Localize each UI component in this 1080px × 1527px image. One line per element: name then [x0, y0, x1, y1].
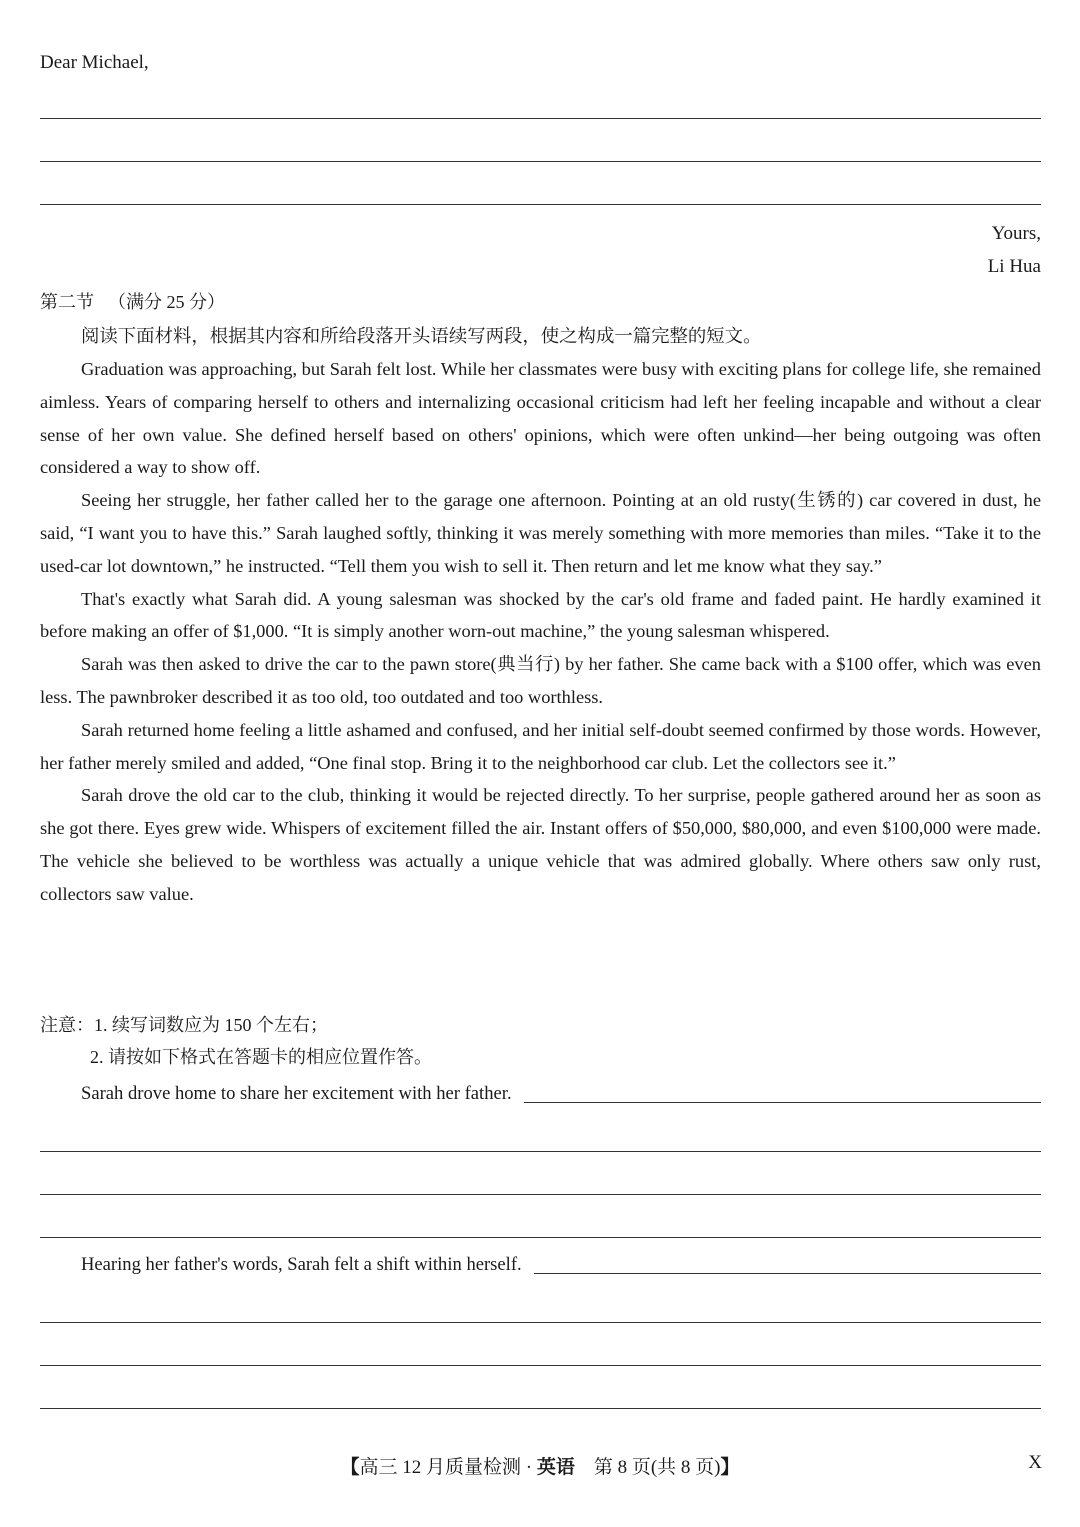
story-paragraph: That's exactly what Sarah did. A young salesman was shocked by the car's old frame and faded paint. He hardly examined it before making an offer of $1,000. “It is simply another worn-out machine,” the young salesman whispered. — [40, 588, 1041, 642]
answer-blank — [534, 1272, 1041, 1274]
footer-bracket-close: 】 — [720, 1457, 740, 1478]
writing-line — [40, 1365, 1041, 1366]
writing-line — [40, 1237, 1041, 1238]
footer-exam-name: 高三 12 月质量检测 · — [359, 1457, 537, 1478]
writing-line — [40, 118, 1041, 119]
letter-closing: Yours, — [991, 223, 1041, 244]
section-title: 第二节 — [40, 292, 94, 312]
section-instruction: 阅读下面材料，根据其内容和所给段落开头语续写两段，使之构成一篇完整的短文。 — [81, 326, 762, 346]
page-footer — [0, 1452, 1080, 1479]
section-score: （满分 25 分） — [108, 292, 225, 312]
story-passage — [40, 353, 1041, 911]
footer-page-info: 第 8 页(共 8 页) — [574, 1457, 721, 1478]
answer-blank — [524, 1101, 1041, 1103]
writing-line — [40, 204, 1041, 205]
story-paragraph: Graduation was approaching, but Sarah felt lost. While her classmates were busy with exciting plans for college life, she remained aimless. Years of comparing herself to others and internalizing occasional criticism had left her feeling incapable and without a clear sense of her own value. She defined herself based on others' opinions, which were often unkind—her being outgoing was often considered a way to show off. — [40, 359, 1041, 478]
writing-line — [40, 1151, 1041, 1152]
story-paragraph: Sarah returned home feeling a little ashamed and confused, and her initial self-doubt seemed confirmed by those words. However, her father merely smiled and added, “One final stop. Bring it to the neighborhood car club. Let the collectors see it.” — [40, 719, 1041, 773]
continuation-prompt-1 — [40, 1083, 1041, 1105]
story-paragraph: Sarah was then asked to drive the car to the pawn store(典当行) by her father. She came back with a $100 offer, which was even less. The pawnbroker described it as too old, too outdated and too worthless. — [40, 654, 1041, 707]
footer-subject: 英语 — [536, 1457, 575, 1478]
writing-line — [40, 1322, 1041, 1323]
story-paragraph: Seeing her struggle, her father called her to the garage one afternoon. Pointing at an old rusty(生锈的) car covered in dust, he said, “I want you to have this.” Sarah laughed softly, thinking it was merely something with more memories than miles. “Take it to the used-car lot downtown,” he instructed. “Tell them you wish to sell it. Then return and let me know what they say.” — [40, 490, 1041, 576]
page-mark: X — [1028, 1452, 1042, 1473]
letter-signature: Li Hua — [987, 256, 1041, 277]
prompt-2-text: Hearing her father's words, Sarah felt a shift within herself. — [81, 1254, 522, 1275]
writing-line — [40, 161, 1041, 162]
continuation-prompt-2 — [40, 1254, 1041, 1276]
writing-line — [40, 1194, 1041, 1195]
letter-salutation: Dear Michael, — [40, 52, 149, 73]
note-format: 2. 请按如下格式在答题卡的相应位置作答。 — [90, 1047, 432, 1067]
section-heading — [40, 288, 225, 314]
writing-line — [40, 1408, 1041, 1409]
note-word-count: 注意：1. 续写词数应为 150 个左右； — [40, 1015, 328, 1035]
writing-notes — [40, 1009, 1041, 1073]
story-paragraph: Sarah drove the old car to the club, thinking it would be rejected directly. To her surprise, people gathered around her as soon as she got there. Eyes grew wide. Whispers of excitement filled the air. Instant offers of $50,000, $80,000, and even $100,000 were made. The vehicle she believed to be worthless was actually a unique vehicle that was admired globally. Where others saw only rust, collectors saw value. — [40, 785, 1041, 904]
prompt-1-text: Sarah drove home to share her excitement with her father. — [81, 1083, 512, 1104]
footer-bracket-open: 【 — [340, 1457, 360, 1478]
